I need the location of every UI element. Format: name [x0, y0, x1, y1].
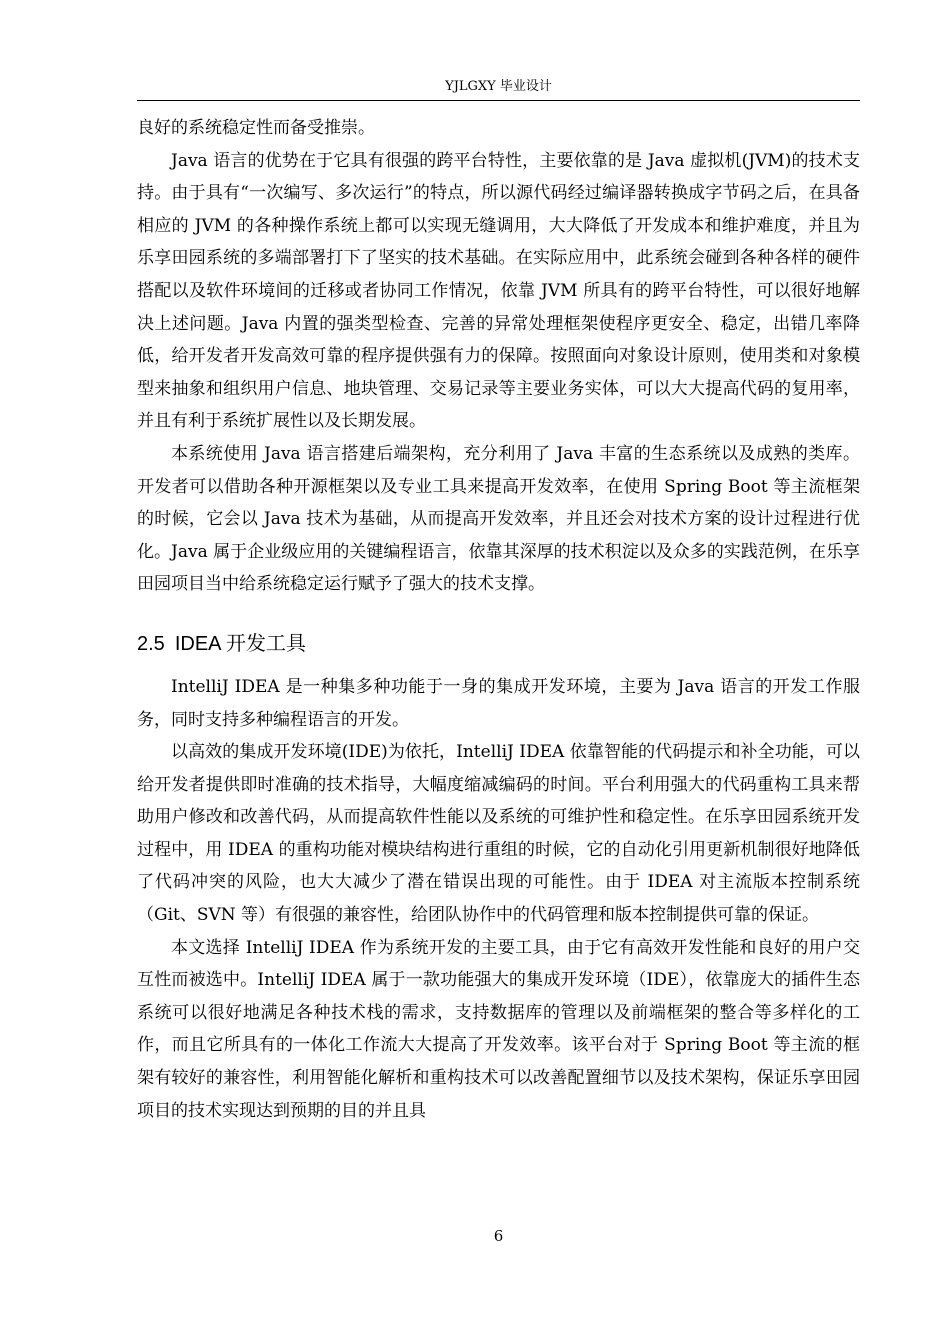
section-title: IDEA 开发工具: [174, 632, 306, 655]
section-number: 2.5: [137, 632, 165, 655]
page-body: [137, 112, 860, 1127]
body-paragraph: 本系统使用 Java 语言搭建后端架构，充分利用了 Java 丰富的生态系统以及成熟的类库。开发者可以借助各种开源框架以及专业工具来提高开发效率，在使用 Spring Boot 等主流框架的时候，它会以 Java 技术为基础，从而提高开发效率，并且还会对技术方案的设计过程进行优化。Java 属于企业级应用的关键编程语言，依靠其深厚的技术积淀以及众多的实践范例，在乐享田园项目当中给系统稳定运行赋予了强大的技术支撑。: [137, 443, 860, 595]
body-paragraph: 本文选择 IntelliJ IDEA 作为系统开发的主要工具，由于它有高效开发性能和良好的用户交互性而被选中。IntelliJ IDEA 属于一款功能强大的集成开发环境（IDE），依靠庞大的插件生态系统可以很好地满足各种技术栈的需求，支持数据库的管理以及前端框架的整合等多样化的工作，而且它所具有的一体化工作流大大提高了开发效率。该平台对于 Spring Boot 等主流的框架有较好的兼容性，利用智能化解析和重构技术可以改善配置细节以及技术架构，保证乐享田园项目的技术实现达到预期的目的并且具: [137, 937, 860, 1121]
section-heading: [137, 601, 860, 671]
header-divider: [137, 100, 860, 101]
page-number: 6: [493, 1227, 504, 1245]
body-paragraph: 良好的系统稳定性而备受推崇。: [137, 118, 375, 138]
page-header: YJLGXY 毕业设计: [445, 79, 552, 94]
body-paragraph: IntelliJ IDEA 是一种集多种功能于一身的集成开发环境，主要为 Java 语言的开发工作服务，同时支持多种编程语言的开发。: [137, 676, 860, 730]
body-paragraph: Java 语言的优势在于它具有很强的跨平台特性，主要依靠的是 Java 虚拟机(JVM)的技术支持。由于具有“一次编写、多次运行”的特点，所以源代码经过编译器转换成字节码之后，在具备相应的 JVM 的各种操作系统上都可以实现无缝调用，大大降低了开发成本和维护难度，并且为乐享田园系统的多端部署打下了坚实的技术基础。在实际应用中，此系统会碰到各种各样的硬件搭配以及软件环境间的迁移或者协同工作情况，依靠 JVM 所具有的跨平台特性，可以很好地解决上述问题。Java 内置的强类型检查、完善的异常处理框架使程序更安全、稳定，出错几率降低，给开发者开发高效可靠的程序提供强有力的保障。按照面向对象设计原则，使用类和对象模型来抽象和组织用户信息、地块管理、交易记录等主要业务实体，可以大大提高代码的复用率，并且有利于系统扩展性以及长期发展。: [137, 150, 860, 432]
body-paragraph: 以高效的集成开发环境(IDE)为依托，IntelliJ IDEA 依靠智能的代码提示和补全功能，可以给开发者提供即时准确的技术指导，大幅度缩减编码的时间。平台利用强大的代码重构工具来帮助用户修改和改善代码，从而提高软件性能以及系统的可维护性和稳定性。在乐享田园系统开发过程中，用 IDEA 的重构功能对模块结构进行重组的时候，它的自动化引用更新机制很好地降低了代码冲突的风险，也大大减少了潜在错误出现的可能性。由于 IDEA 对主流版本控制系统（Git、SVN 等）有很强的兼容性，给团队协作中的代码管理和版本控制提供可靠的保证。: [137, 742, 860, 926]
